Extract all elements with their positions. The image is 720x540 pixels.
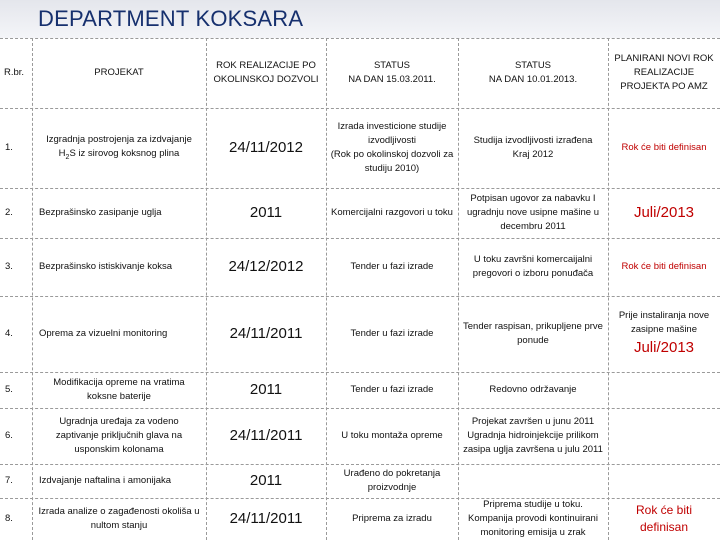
row-3-rbr: 3. bbox=[5, 261, 13, 273]
row-1-rok: 24/11/2012 bbox=[229, 139, 303, 157]
row-1-status-2013: Studija izvodljivosti izrađena Kraj 2012 bbox=[473, 135, 593, 160]
row-4-rbr: 4. bbox=[5, 328, 13, 340]
row-1-projekat-h: H bbox=[58, 147, 66, 159]
row-2-status-2011: Komercijalni razgovori u toku bbox=[331, 207, 453, 219]
row-4-status-2013: Tender raspisan, prikupljene prve ponude bbox=[463, 321, 603, 346]
row-8-rbr: 8. bbox=[5, 513, 13, 525]
row-8-projekat: Izrada analize o zagađenosti okoliša u nultom stanju bbox=[38, 506, 200, 531]
row-2-status-2013: Potpisan ugovor za nabavku I ugradnju nove usipne mašine u decembru 2011 bbox=[466, 193, 600, 232]
row-4-novi-date: Juli/2013 bbox=[633, 338, 695, 356]
row-5-rok: 2011 bbox=[249, 381, 283, 399]
row-6-status-2013: Projekat završen u junu 2011 Ugradnja hidroinjekcije prilikom zasipa uglja završena u julu 2011 bbox=[463, 416, 603, 455]
row-4-rok: 24/11/2011 bbox=[229, 325, 303, 343]
row-7-rbr: 7. bbox=[5, 475, 13, 487]
row-5-status-2013: Redovno održavanje bbox=[489, 384, 577, 396]
row-6-status-2011: U toku montaža opreme bbox=[341, 430, 443, 442]
row-3-rok: 24/12/2012 bbox=[228, 258, 304, 276]
row-1-rbr: 1. bbox=[5, 142, 13, 154]
row-5-novi-rok bbox=[608, 372, 720, 408]
row-1-projekat bbox=[32, 108, 206, 188]
row-8-status-2013: Priprema studije u toku. Kompanija provodi kontinuirani monitoring emisija u zrak bbox=[468, 499, 598, 538]
row-7-status-2013 bbox=[458, 464, 608, 498]
header-status-2011: STATUS NA DAN 15.03.2011. bbox=[348, 60, 436, 85]
row-3-novi-rok: Rok će biti definisan bbox=[621, 261, 707, 273]
row-3-status-2011: Tender u fazi izrade bbox=[350, 261, 434, 273]
row-7-rok: 2011 bbox=[249, 472, 283, 490]
row-1-projekat-line1: Izgradnja postrojenja za izdvajanje bbox=[46, 134, 192, 146]
row-4-projekat: Oprema za vizuelni monitoring bbox=[39, 328, 168, 340]
row-5-status-2011: Tender u fazi izrade bbox=[350, 384, 434, 396]
row-6-rbr: 6. bbox=[5, 430, 13, 442]
row-5-projekat: Modifikacija opreme na vratima koksne baterije bbox=[53, 377, 185, 402]
row-4-novi-rok bbox=[608, 296, 720, 372]
row-6-novi-rok bbox=[608, 408, 720, 464]
row-4-status-2011: Tender u fazi izrade bbox=[350, 328, 434, 340]
row-5-rbr: 5. bbox=[5, 384, 13, 396]
row-7-status-2011: Urađeno do pokretanja proizvodnje bbox=[343, 468, 441, 493]
row-2-novi-rok: Juli/2013 bbox=[633, 204, 695, 222]
header-novi-rok: PLANIRANI NOVI ROK REALIZACIJE PROJEKTA PO AMZ bbox=[614, 53, 714, 92]
row-2-projekat: Bezprašinsko zasipanje uglja bbox=[39, 207, 162, 219]
header-projekat: PROJEKAT bbox=[94, 67, 144, 79]
row-1-novi-rok: Rok će biti definisan bbox=[621, 142, 707, 154]
row-6-rok: 24/11/2011 bbox=[229, 427, 303, 445]
row-1-projekat-line2: S iz sirovog koksnog plina bbox=[69, 147, 180, 159]
row-1-projekat-sub: 2 bbox=[65, 153, 70, 161]
row-7-novi-rok bbox=[608, 464, 720, 498]
row-2-rbr: 2. bbox=[5, 207, 13, 219]
row-2-rok: 2011 bbox=[249, 204, 283, 222]
row-3-status-2013: U toku završni komercaijalni pregovori o izboru ponuđača bbox=[472, 254, 594, 279]
row-8-status-2011: Priprema za izradu bbox=[352, 513, 432, 525]
header-rok: ROK REALIZACIJE PO OKOLINSKOJ DOZVOLI bbox=[213, 60, 319, 85]
header-status-2013: STATUS NA DAN 10.01.2013. bbox=[488, 60, 578, 85]
row-4-novi-note: Prije instaliranja nove zasipne mašine bbox=[618, 310, 710, 336]
row-8-rok: 24/11/2011 bbox=[229, 510, 303, 528]
row-3-projekat: Bezprašinsko istiskivanje koksa bbox=[39, 261, 173, 273]
row-8-novi-rok: Rok će biti definisan bbox=[635, 502, 693, 534]
header-rbr: R.br. bbox=[4, 67, 25, 79]
row-7-projekat: Izdvajanje naftalina i amonijaka bbox=[39, 475, 172, 487]
page-title: DEPARTMENT KOKSARA bbox=[38, 6, 304, 31]
row-1-status-2011: Izrada investicione studije izvodljivosti (Rok po okolinskoj dozvoli za studiju 2010) bbox=[330, 121, 454, 174]
row-6-projekat: Ugradnja uređaja za vodeno zaptivanje priključnih glava na usponskim kolonama bbox=[55, 416, 183, 455]
